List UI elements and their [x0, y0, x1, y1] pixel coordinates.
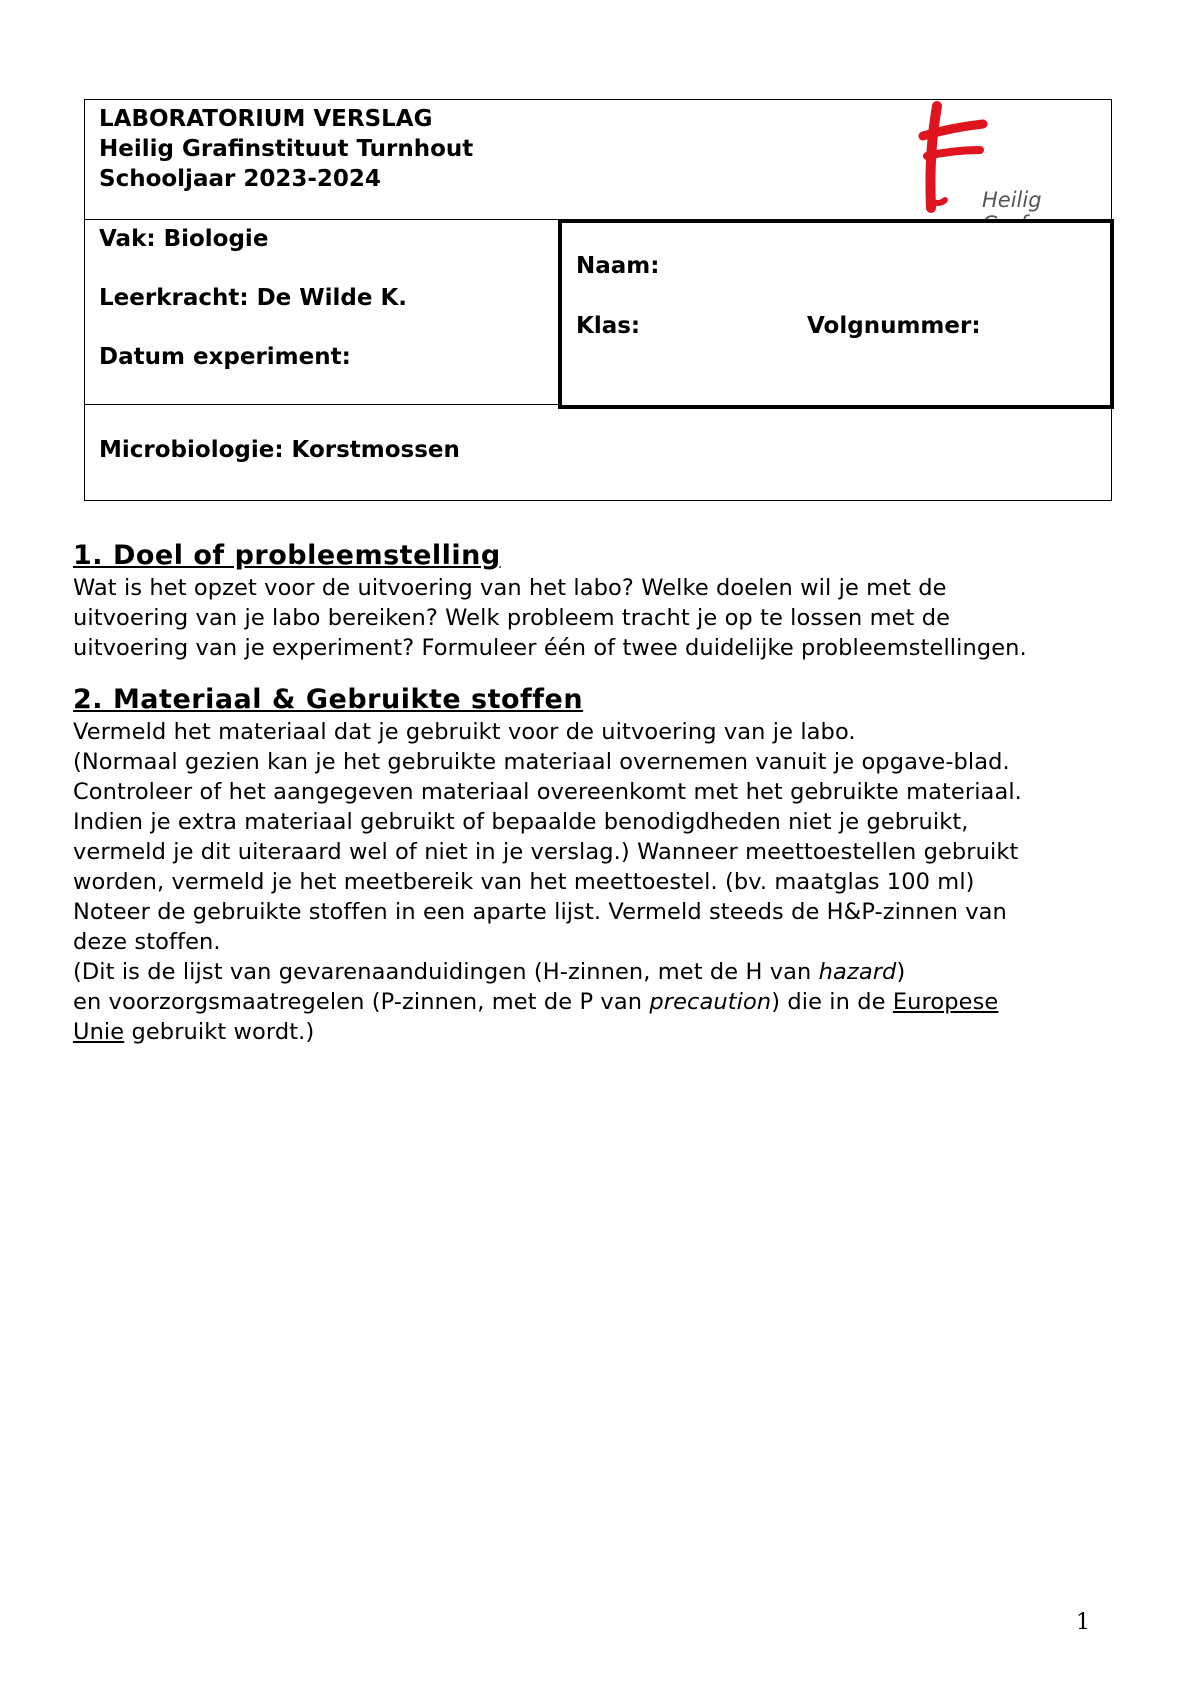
section-materials-line-1: Vermeld het materiaal dat je gebruikt voor de uitvoering van je labo.: [73, 719, 856, 745]
name-label: Naam:: [576, 253, 660, 279]
school-logo: [845, 100, 1065, 218]
topic-cell: [85, 405, 1111, 501]
date-label: Datum experiment:: [99, 344, 351, 370]
report-title: [99, 104, 473, 194]
section-materials-line-8: deze stoffen.: [73, 929, 221, 955]
section-materials-line-7: Noteer de gebruikte stoffen in een aparte lijst. Vermeld steeds de H&P-zinnen van: [73, 899, 1007, 925]
section-goal-line-1: Wat is het opzet voor de uitvoering van het labo? Welke doelen wil je met de: [73, 575, 947, 601]
precaution-term: precaution: [649, 989, 772, 1015]
title-line-3: Schooljaar 2023-2024: [99, 166, 381, 192]
section-materials-heading: 2. Materiaal & Gebruikte stoffen: [73, 684, 584, 715]
student-info-box: [558, 219, 1114, 409]
logo-text: Heilig: [982, 188, 1042, 212]
section-materials-line-10: [73, 987, 1133, 1017]
line-9-start: (Dit is de lijst van gevarenaanduidingen (H-zinnen, met de H van: [73, 959, 819, 985]
line-11-end: gebruikt wordt.): [124, 1019, 315, 1045]
course-info-cell: [85, 220, 560, 405]
title-line-1: LABORATORIUM VERSLAG: [99, 106, 433, 132]
section-materials-line-2: (Normaal gezien kan je het gebruikte materiaal overnemen vanuit je opgave-blad.: [73, 749, 1010, 775]
section-materials-line-4: Indien je extra materiaal gebruikt of bepaalde benodigdheden niet je gebruikt,: [73, 809, 969, 835]
title-cell: [85, 100, 1111, 220]
section-materials-line-6: worden, vermeld je het meetbereik van het meettoestel. (bv. maatglas 100 ml): [73, 869, 975, 895]
topic-title: Microbiologie: Korstmossen: [99, 437, 460, 463]
hazard-term: hazard: [818, 959, 897, 985]
eu-link-part-1[interactable]: Europese: [892, 989, 999, 1015]
line-10-middle: ) die in de: [771, 989, 893, 1015]
line-9-end: ): [896, 959, 906, 985]
subject-label: Vak: Biologie: [99, 226, 269, 252]
section-goal-line-2: uitvoering van je labo bereiken? Welk probleem tracht je op te lossen met de: [73, 605, 951, 631]
line-10-start: en voorzorgsmaatregelen (P-zinnen, met de P van: [73, 989, 650, 1015]
section-materials-line-3: Controleer of het aangegeven materiaal overeenkomt met het gebruikte materiaal.: [73, 779, 1022, 805]
section-materials: [73, 683, 1133, 1047]
eu-link-part-2[interactable]: Unie: [73, 1019, 125, 1045]
teacher-label: Leerkracht: De Wilde K.: [99, 285, 408, 311]
section-goal-line-3: uitvoering van je experiment? Formuleer één of twee duidelijke probleemstellingen.: [73, 635, 1027, 661]
section-materials-line-9: [73, 957, 1133, 987]
title-line-2: Heilig Grafinstituut Turnhout: [99, 136, 474, 162]
class-label: Klas:: [576, 313, 641, 339]
section-goal-heading: 1. Doel of probleemstelling: [73, 540, 501, 571]
page-number: 1: [1076, 1610, 1090, 1635]
section-materials-line-5: vermeld je dit uiteraard wel of niet in je verslag.) Wanneer meettoestellen gebruikt: [73, 839, 1019, 865]
section-materials-line-11: [73, 1017, 1133, 1047]
section-goal: [73, 539, 1133, 663]
header-table: [84, 99, 1112, 501]
sequence-number-label: Volgnummer:: [807, 313, 981, 339]
